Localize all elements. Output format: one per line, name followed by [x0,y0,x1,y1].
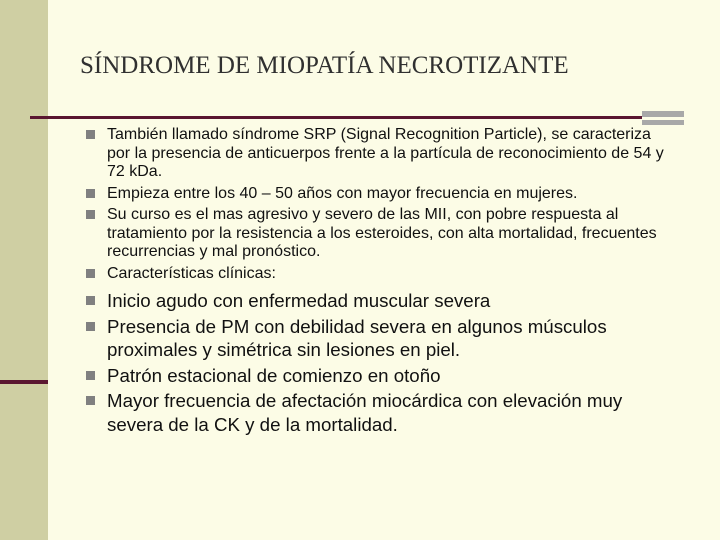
left-decorative-bar [0,0,48,540]
bullet-text: Su curso es el mas agresivo y severo de las MII, con pobre respuesta al tratamiento por la resistencia a los esteroides, con alta mortalidad, frecuentes recurrencias y mal pronóstico. [107,206,657,260]
square-bullet-icon [86,296,95,305]
bullet-item-srp [86,126,676,182]
bullet-text: También llamado síndrome SRP (Signal Recognition Particle), se caracteriza por la presencia de anticuerpos frente a la partícula de reconocimiento de 54 y 72 kDa. [107,126,664,180]
bullet-text: Mayor frecuencia de afectación miocárdica con elevación muy severa de la CK y de la mortalidad. [107,390,623,435]
bullet-item-age [86,185,676,204]
bullet-item-course [86,206,676,262]
square-bullet-icon [86,189,95,198]
bullet-text: Inicio agudo con enfermedad muscular severa [107,290,491,311]
square-bullet-icon [86,322,95,331]
title-divider [30,116,642,119]
square-bullet-icon [86,210,95,219]
bullet-list [86,126,676,438]
slide-title: SÍNDROME DE MIOPATÍA NECROTIZANTE [80,52,569,79]
bullet-text: Patrón estacional de comienzo en otoño [107,364,441,386]
bullet-text: Presencia de PM con debilidad severa en algunos músculos proximales y simétrica sin lesiones en piel. [107,315,607,360]
bullet-item-pm [86,315,676,362]
square-bullet-icon [86,130,95,139]
left-accent-line [0,380,48,384]
square-bullet-icon [86,269,95,278]
bullet-text: Empieza entre los 40 – 50 años con mayor frecuencia en mujeres. [107,184,578,202]
bullet-item-clinical [86,265,676,284]
bullet-item-myocardial [86,389,676,436]
title-divider-end-bottom [642,120,684,125]
bullet-item-seasonal [86,364,676,388]
bullet-item-onset [86,289,676,313]
bullet-text: Características clínicas: [107,264,276,282]
square-bullet-icon [86,396,95,405]
square-bullet-icon [86,371,95,380]
title-divider-end-top [642,111,684,117]
